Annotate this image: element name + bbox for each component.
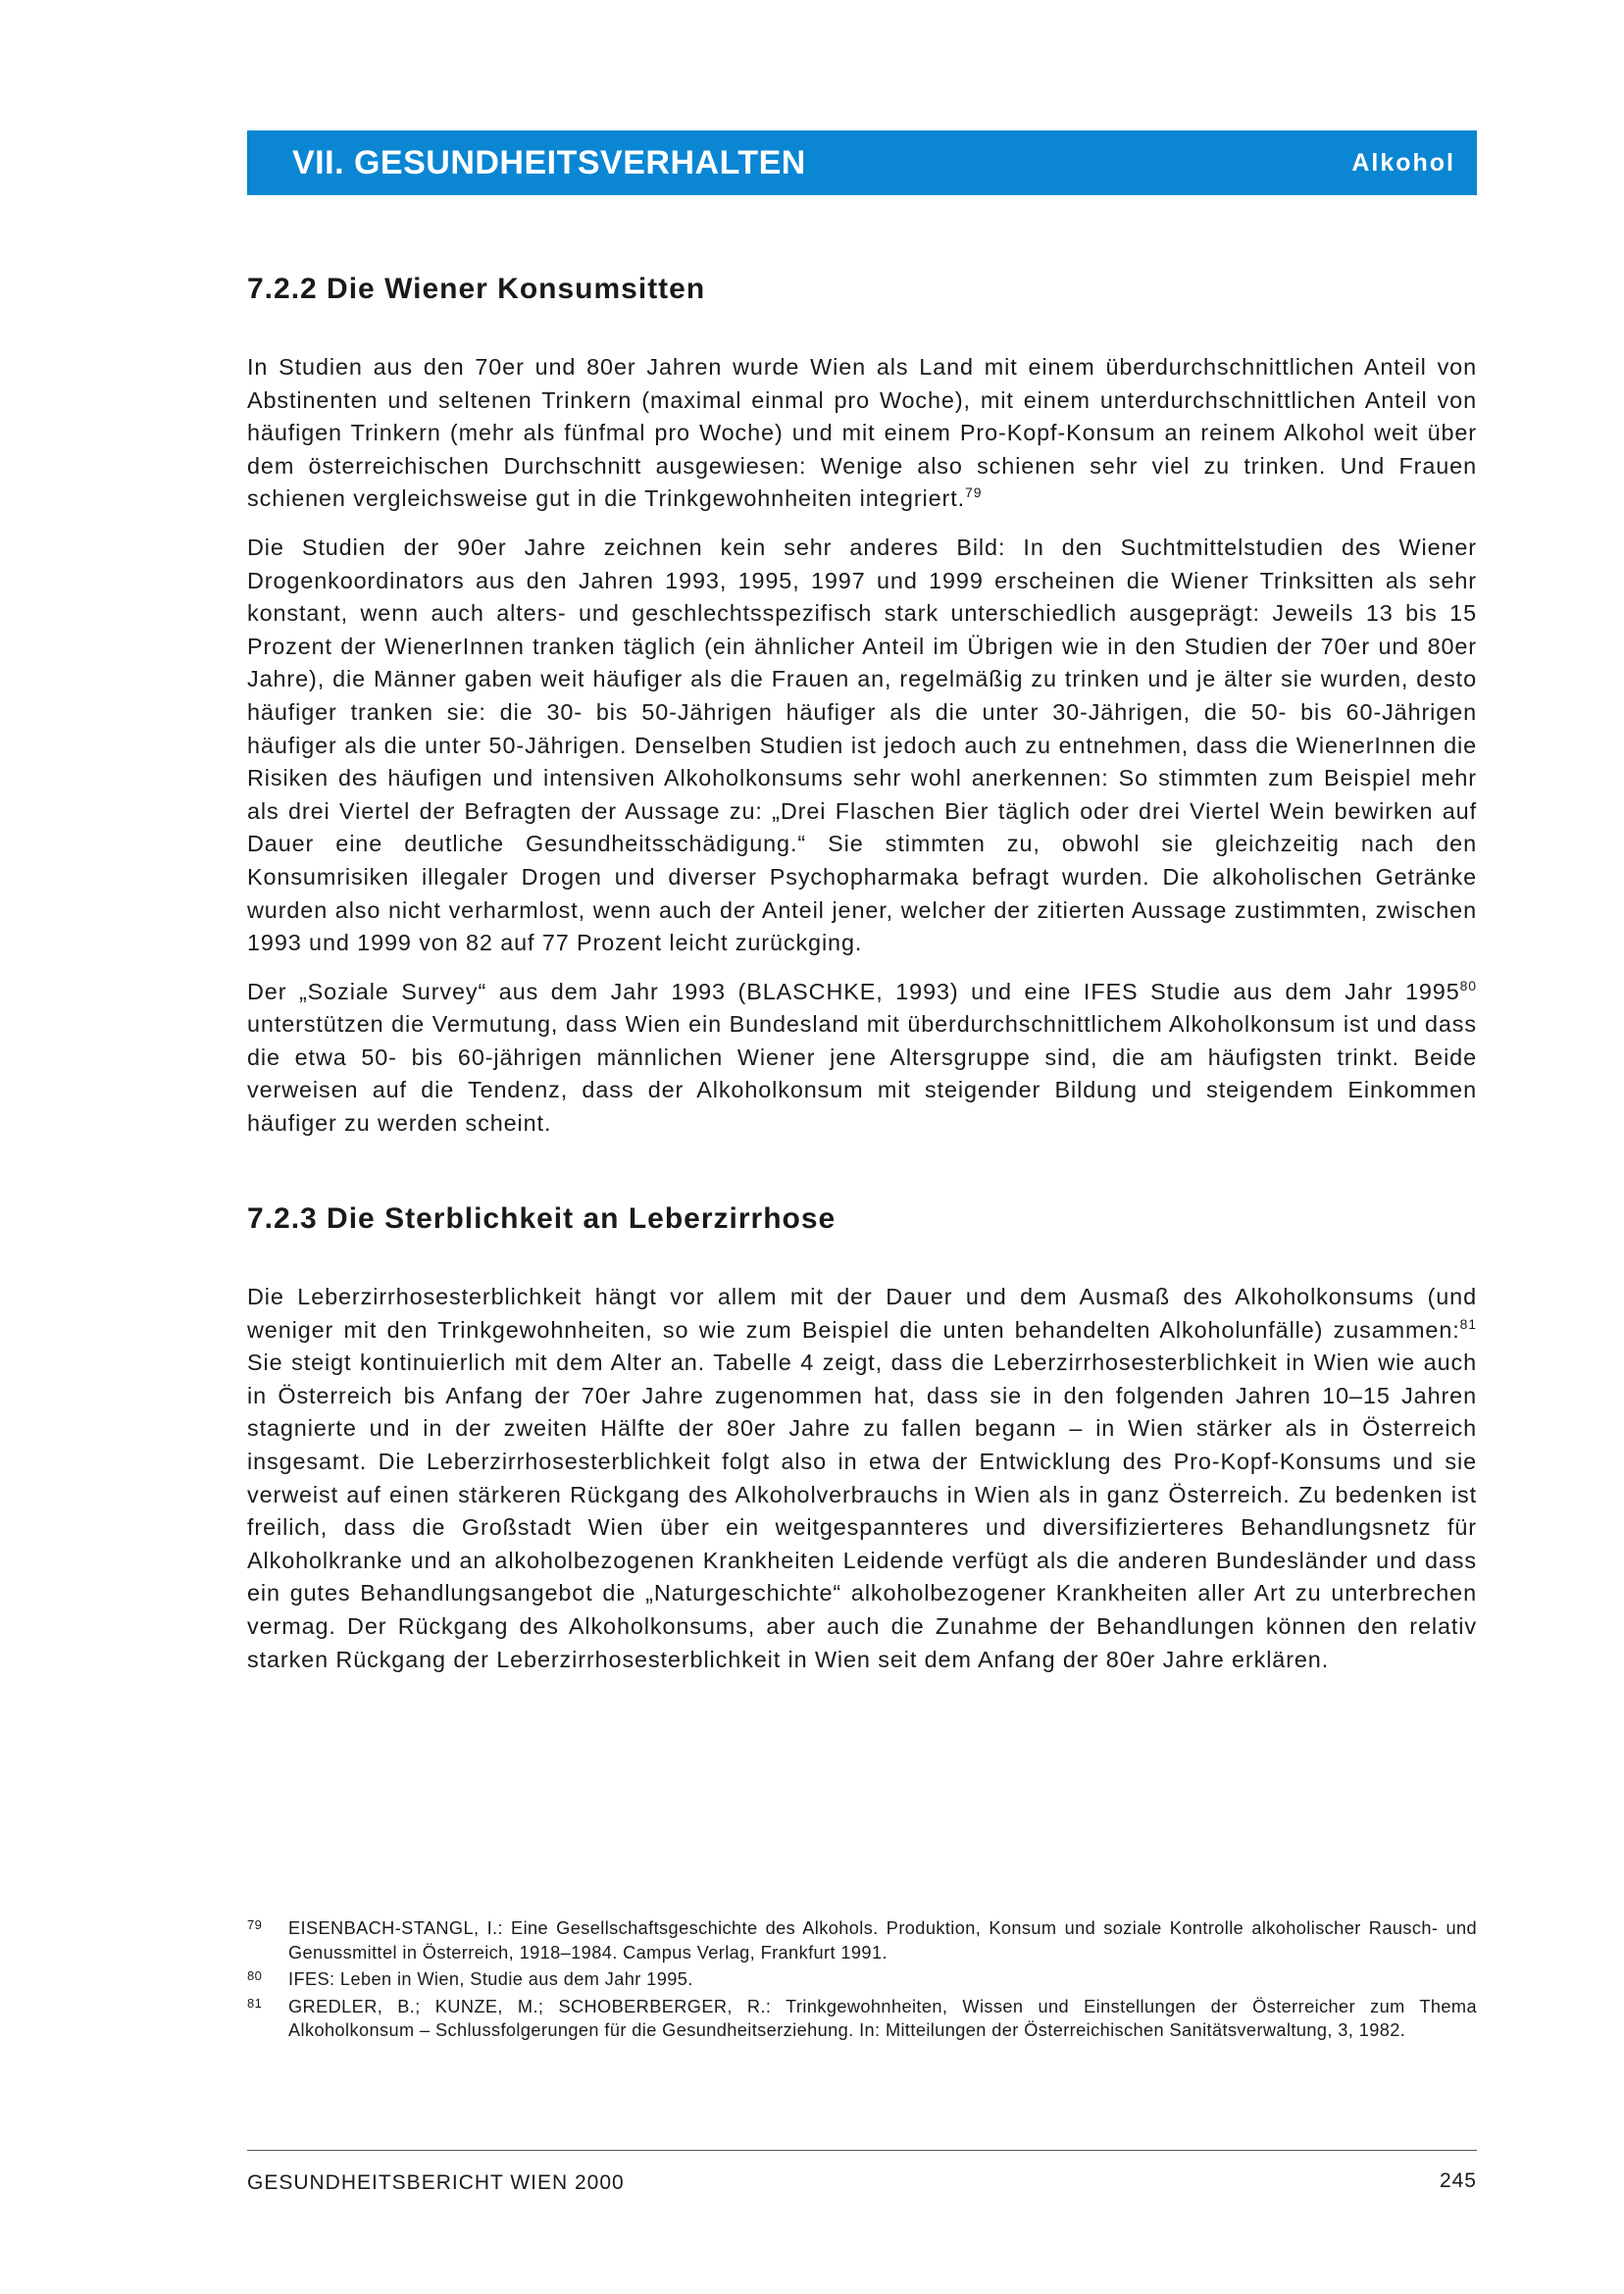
topic-tag: Alkohol (1351, 148, 1455, 177)
footnote-item (247, 1967, 1477, 1992)
footnote-text: IFES: Leben in Wien, Studie aus dem Jahr 1995. (288, 1969, 693, 1989)
footnote-ref: 79 (965, 484, 983, 501)
footnotes (247, 1916, 1477, 2046)
footnote-text: EISENBACH-STANGL, I.: Eine Gesellschaftsgeschichte des Alkohols. Produktion, Konsum und soziale Kontrolle alkoholischer Rausch- und Genussmittel in Österreich, 1918–1984. Campus Verlag, Frankfurt 1991. (288, 1918, 1477, 1963)
paragraph-text: Der „Soziale Survey“ aus dem Jahr 1993 (BLASCHKE, 1993) und eine IFES Studie aus dem Jahr 1995 (247, 978, 1460, 1004)
paragraph (247, 1281, 1477, 1676)
paragraph (247, 351, 1477, 516)
section-heading-leberzirrhose: 7.2.3 Die Sterblichkeit an Leberzirrhose (247, 1202, 837, 1235)
chapter-banner (247, 130, 1477, 195)
section-heading-konsumsitten: 7.2.2 Die Wiener Konsumsitten (247, 273, 706, 305)
paragraph-text: Die Leberzirrhosesterblichkeit hängt vor allem mit der Dauer und dem Ausmaß des Alkoholkonsums (und weniger mit den Trinkgewohnheiten, so wie zum Beispiel die unten behandelten Alkoholunfälle) zusammen: (247, 1284, 1477, 1343)
footnote-number: 79 (247, 1917, 263, 1932)
page-number: 245 (1439, 2169, 1477, 2192)
footnote-text: GREDLER, B.; KUNZE, M.; SCHOBERBERGER, R.: Trinkgewohnheiten, Wissen und Einstellungen der Österreicher zum Thema Alkoholkonsum – Schlussfolgerungen für die Gesundheitserziehung. In: Mitteilungen der Österreichischen Sanitätsverwaltung, 3, 1982. (288, 1996, 1477, 2040)
paragraph: Die Studien der 90er Jahre zeichnen kein sehr anderes Bild: In den Suchtmittelstudien des Wiener Drogenkoordinators aus den Jahren 1993, 1995, 1997 und 1999 erscheinen die Wiener Trinksitten als sehr konstant, wenn auch alters- und geschlechtsspezifisch stark unterschiedlich ausgeprägt: Jeweils 13 bis 15 Prozent der WienerInnen tranken täglich (ein ähnlicher Anteil im Übrigen wie in den Studien der 70er und 80er Jahre), die Männer gaben weit häufiger als die Frauen an, regelmäßig zu trinken und je älter sie wurden, desto häufiger tranken sie: die 30- bis 50-Jährigen häufiger als die unter 30-Jährigen, die 50- bis 60-Jährigen häufiger als die unter 50-Jährigen. Denselben Studien ist jedoch auch zu entnehmen, dass die WienerInnen die Risiken des häufigen und intensiven Alkoholkonsums sehr wohl anerkennen: So stimmten zum Beispiel mehr als drei Viertel der Befragten der Aussage zu: „Drei Flaschen Bier täglich oder drei Viertel Wein bewirken auf Dauer eine deutliche Gesundheitsschädigung.“ Sie stimmten zu, obwohl sie gleichzeitig nach den Konsumrisiken illegaler Drogen und diverser Psychopharmaka befragt wurden. Die alkoholischen Getränke wurden also nicht verharmlost, wenn auch der Anteil jener, welcher der zitierten Aussage zustimmten, zwischen 1993 und 1999 von 82 auf 77 Prozent leicht zurückging. (247, 534, 1477, 956)
footnote-ref: 80 (1459, 977, 1477, 994)
footer-publication: GESUNDHEITSBERICHT WIEN 2000 (247, 2171, 625, 2194)
footnote-number: 81 (247, 1995, 263, 2011)
paragraph-text: unterstützen die Vermutung, dass Wien ein Bundesland mit überdurchschnittlichem Alkoholkonsum ist und dass die etwa 50- bis 60-jährigen männlichen Wiener jene Altersgruppe sind, die am häufigsten trinkt. Beide verweisen auf die Tendenz, dass der Alkoholkonsum mit steigender Bildung und steigendem Einkommen häufiger zu werden scheint. (247, 1011, 1477, 1137)
footnote-item (247, 1995, 1477, 2043)
footer-divider (247, 2150, 1477, 2151)
footnote-ref: 81 (1459, 1315, 1477, 1332)
paragraph-text: In Studien aus den 70er und 80er Jahren wurde Wien als Land mit einem überdurchschnittlichen Anteil von Abstinenten und seltenen Trinkern (maximal einmal pro Woche), mit einem unterdurchschnittlichen Anteil von häufigen Trinkern (mehr als fünfmal pro Woche) und mit einem Pro-Kopf-Konsum an reinem Alkohol weit über dem österreichischen Durchschnitt ausgewiesen: Wenige also schienen sehr viel zu trinken. Und Frauen schienen vergleichsweise gut in die Trinkgewohnheiten integriert. (247, 354, 1477, 512)
footnote-number: 80 (247, 1968, 263, 1983)
paragraph (247, 976, 1477, 1141)
footnote-item (247, 1916, 1477, 1964)
section-body-konsumsitten (247, 351, 1477, 1156)
chapter-title: VII. GESUNDHEITSVERHALTEN (292, 143, 806, 181)
paragraph-text: Sie steigt kontinuierlich mit dem Alter an. Tabelle 4 zeigt, dass die Leberzirrhosesterblichkeit in Wien wie auch in Österreich bis Anfang der 70er Jahre zugenommen hat, dass sie in den folgenden Jahren 10–15 Jahren stagnierte und in der zweiten Hälfte der 80er Jahre zu fallen begann – in Wien stärker als in Österreich insgesamt. Die Leberzirrhosesterblichkeit folgt also in etwa der Entwicklung des Pro-Kopf-Konsums und sie verweist auf einen stärkeren Rückgang des Alkoholverbrauchs in Wien als in ganz Österreich. Zu bedenken ist freilich, dass die Großstadt Wien über ein weitgespannteres und diversifizierteres Behandlungsnetz für Alkoholkranke und an alkoholbezogenen Krankheiten Leidende verfügt als die anderen Bundesländer und dass ein gutes Behandlungsangebot die „Naturgeschichte“ alkoholbezogener Krankheiten aller Art zu unterbrechen vermag. Der Rückgang des Alkoholkonsums, aber auch die Zunahme der Behandlungen können den relativ starken Rückgang der Leberzirrhosesterblichkeit in Wien seit dem Anfang der 80er Jahre erklären. (247, 1350, 1477, 1672)
section-body-leberzirrhose (247, 1281, 1477, 1692)
